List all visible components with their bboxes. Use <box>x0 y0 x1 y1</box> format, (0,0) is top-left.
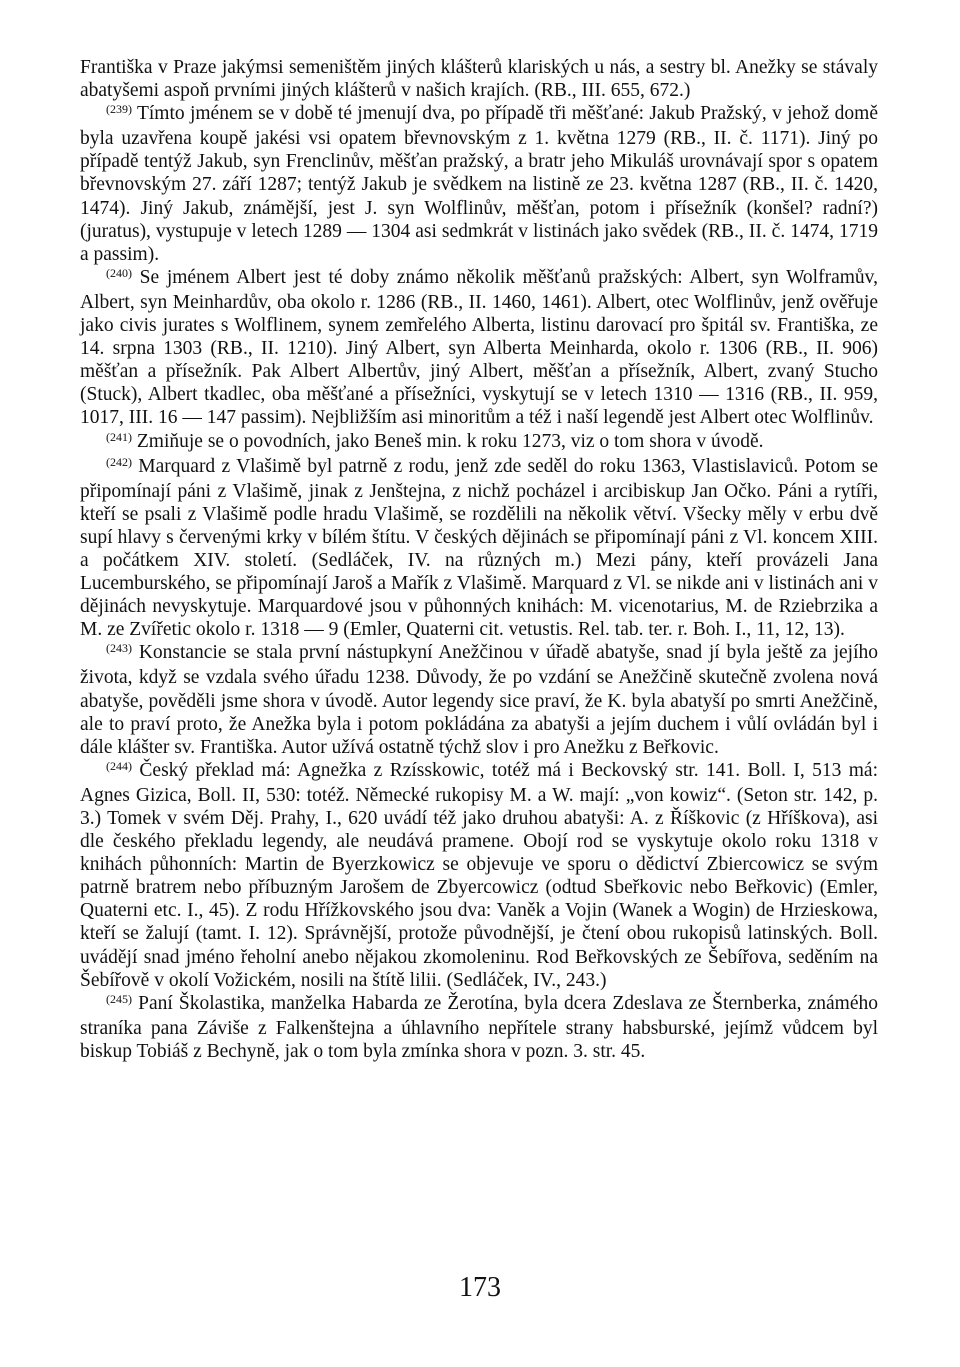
footnote-number: (240) <box>106 265 132 280</box>
page-number: 173 <box>459 1272 501 1303</box>
footnote-text: Marquard z Vlašimě byl patrně z rodu, jenž zde seděl do roku 1363, Vlastislaviců. Potom se připomínají páni z Vlašimě, jinak z Jenštejna, z nichž pocházel i arcibiskup Jan Očko. Páni a rytíři, kteří se psali z Vlašimě podle hradu Vlašimě, se rozdělili na několik větví. Všecky měly v erbu dvě supí hlavy s červenými krky v bílém štítu. V českých dějinách se připomínají páni z Vl. koncem XIII. a počátkem XIV. století. (Sedláček, IV. na různých m.) Mezi pány, kteří provázeli Jana Lucemburského, se připomínají Jaroš a Mařík z Vlašimě. Marquard z Vl. se nikde ani v listinách ani v dějinách nevyskytuje. Marquardové jsou v půhonných knihách: M. vicenotarius, M. de Rziebrzika a M. ze Zvířetic okolo r. 1318 — 9 (Emler, Quaterni cit. vetustis. Rel. tab. ter. r. Boh. I., 11, 12, 13). <box>80 455 878 641</box>
footnote-242 <box>80 455 878 642</box>
footnote-number: (244) <box>106 758 132 773</box>
paragraph-continuation <box>80 56 878 102</box>
footnote-244 <box>80 759 878 992</box>
footnote-239 <box>80 102 878 266</box>
footnote-text: Zmiňuje se o povodních, jako Beneš min. k roku 1273, viz o tom shora v úvodě. <box>136 430 764 452</box>
footnote-text: Konstancie se stala první nástupkyní Anežčinou v úřadě abatyše, snad jí byla ještě za jejího života, když se vzdala svého úřadu 1238. Důvody, že po vzdání se Anežčině skutečně zvolena nová abatyše, pověděli jsme shora v úvodě. Autor legendy sice praví, že K. byla abatyší po smrti Anežčině, ale to praví proto, že Anežka byla i potom pokládána za abatyši a jejím duchem i vůlí ovládán byl i dále klášter sv. Františka. Autor užívá ostatně týchž slov i pro Anežku z Beřkovic. <box>80 642 878 758</box>
footnote-number: (242) <box>106 454 132 469</box>
footnote-text: Tímto jménem se v době té jmenují dva, po případě tři měšťané: Jakub Pražský, v jehož domě byla uzavřena koupě jakési vsi opatem břevnovským z 1. května 1279 (RB., II. č. 1171). Jiný po případě tentýž Jakub, syn Frenclinův, měšťan pražský, a bratr jeho Mikuláš urovnávají spor s opatem břevnovským 27. září 1287; tentýž Jakub je svědkem na listině ze 23. května 1287 (RB., II. č. 1420, 1474). Jiný Jakub, známější, jest J. syn Wolflinův, měšťan, potom i přísežník (konšel? radní?) (juratus), vystupuje v letech 1289 — 1304 asi sedmkrát v listinách jako svědek (RB., II. č. 1474, 1719 a passim). <box>80 103 878 265</box>
footnote-text: Se jménem Albert jest té doby známo několik měšťanů pražských: Albert, syn Wolframův, Albert, syn Meinhardův, oba okolo r. 1286 (RB., II. 1460, 1461). Albert, otec Wolflinův, jenž ověřuje jako civis jurates s Wolflinem, synem zemřelého Alberta, listinu darovací pro špitál sv. Františka, ze 14. srpna 1303 (RB., II. 1210). Jiný Albert, syn Alberta Meinharda, okolo r. 1306 (RB., II. 906) měšťan a přísežník. Pak Albert Albertův, jiný Albert, měšťan a přísežník, Albert, zvaný Stucho (Stuck), Albert tkadlec, oba měšťané a přísežníci, vyskytují se v letech 1310 — 1316 (RB., II. 959, 1017, III. 16 — 147 passim). Nejbližším asi minoritům a též i naší legendě jest Albert otec Wolflinův. <box>80 266 878 429</box>
footnote-243 <box>80 641 878 758</box>
footnote-240 <box>80 266 878 430</box>
footnote-241 <box>80 430 878 455</box>
footnote-245 <box>80 992 878 1063</box>
paragraph-text: Františka v Praze jakýmsi semeništěm jiných klášterů klariských u nás, a sestry bl. Anežky se stávaly abatyšemi aspoň prvními jiných klášterů v našich krajích. (RB., III. 655, 672.) <box>80 57 878 102</box>
footnote-number: (245) <box>106 991 132 1006</box>
footnote-number: (241) <box>106 429 132 444</box>
page-body <box>80 56 878 1063</box>
footnote-text: Paní Školastika, manželka Habarda ze Žerotína, byla dcera Zdeslava ze Šternberka, známého straníka pana Záviše z Falkenštejna a úhlavního nepřítele strany habsburské, jejímž vůdcem byl biskup Tobiáš z Bechyně, jak o tom byla zmínka shora v pozn. 3. str. 45. <box>80 992 878 1062</box>
footnote-number: (243) <box>106 641 132 656</box>
footnote-text: Český překlad má: Agnežka z Rzísskowic, totéž má i Beckovský str. 141. Boll. I, 513 má: Agnes Gizica, Boll. II, 530: totéž. Německé rukopisy M. a W. mají: „von kowiz“. (Seton str. 142, p. 3.) Tomek v svém Děj. Prahy, I., 620 uvádí též jako druhou abatyši: A. z Říškovic (z Hříškova), asi dle českého překladu legendy, ale neudává pramene. Obojí rod se vyskytuje okolo roku 1318 v knihách půhonních: Martin de Byerzkowicz se objevuje ve sporu o dědictví Zbiercowicz se svým patrně bratrem nebo příbuzným Jarošem de Zbyercowicz (odtud Sbeřkovic nebo Beřkovic) (Emler, Quaterni etc. I., 45). Z rodu Hřížkovského jsou dva: Vaněk a Vojin (Wanek a Wogin) de Hrzieskowa, kteří se žalují (tamt. I. 12). Správnější, protože původnější, je čtení obou rukopisů latinských. Boll. uvádějí snad jméno řeholní anebo nějakou zkomoleninu. Rod Beřkovských ze Šebířova, seděním na Šebířově v okolí Vožickém, nosili na štítě lilii. (Sedláček, IV., 243.) <box>80 759 879 991</box>
footnote-number: (239) <box>106 102 132 117</box>
